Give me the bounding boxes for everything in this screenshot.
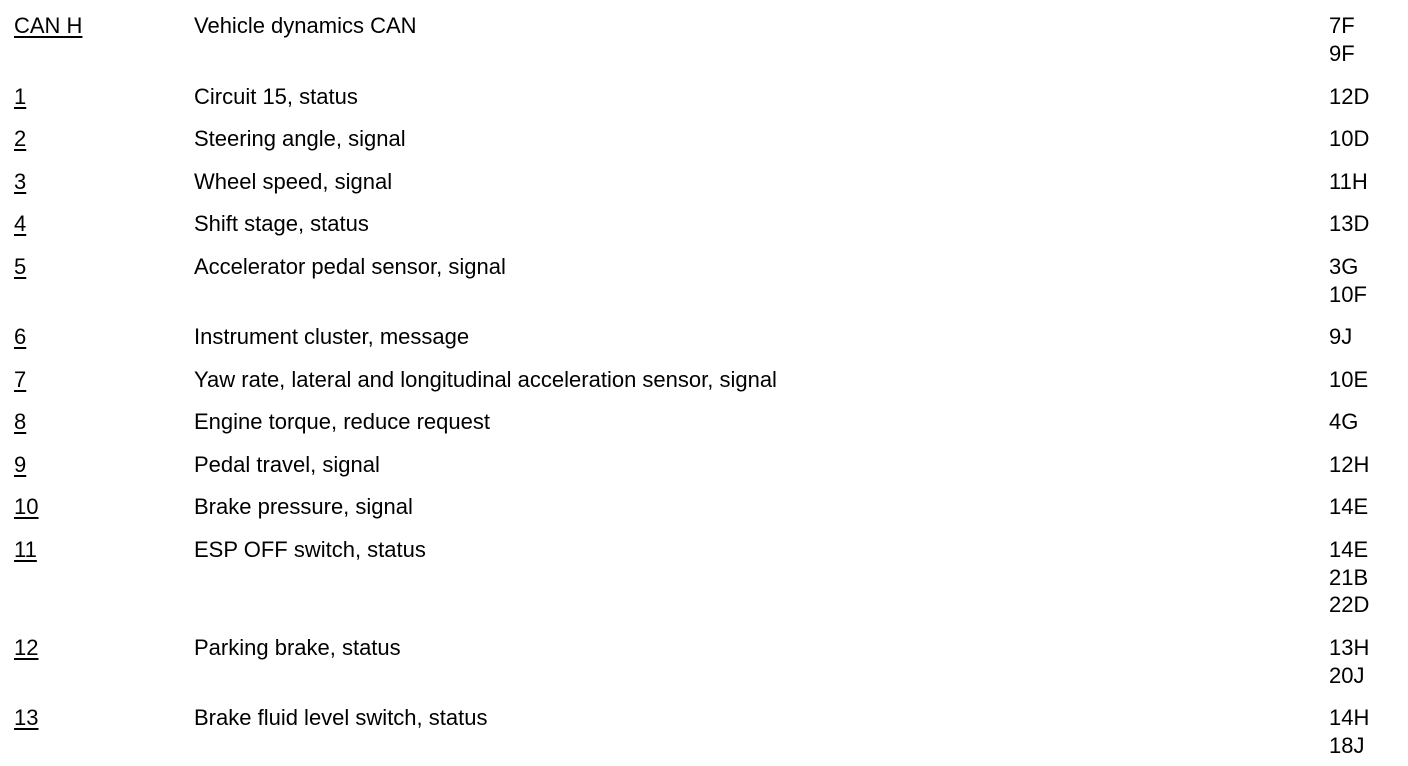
signal-code-link[interactable]: 12 <box>14 635 39 660</box>
grid-reference: 12H <box>1329 452 1370 477</box>
grid-reference-list <box>1329 704 1399 759</box>
grid-reference-list <box>1329 125 1399 153</box>
signal-description: Brake pressure, signal <box>194 494 413 519</box>
grid-reference: 4G <box>1329 409 1359 434</box>
signal-code-link[interactable]: 11 <box>14 537 37 562</box>
signal-description: Vehicle dynamics CAN <box>194 13 417 38</box>
grid-reference: 14E <box>1329 494 1369 519</box>
grid-reference-list <box>1329 253 1399 308</box>
grid-reference-list <box>1329 366 1399 394</box>
signal-description: Shift stage, status <box>194 211 369 236</box>
grid-reference: 10E <box>1329 367 1369 392</box>
grid-reference: 13D <box>1329 211 1370 236</box>
grid-reference: 9J <box>1329 324 1353 349</box>
grid-reference-list <box>1329 210 1399 238</box>
grid-reference-list <box>1329 536 1399 619</box>
signal-description: Engine torque, reduce request <box>194 409 490 434</box>
grid-reference: 11H <box>1329 169 1368 194</box>
grid-reference: 10F <box>1329 281 1367 307</box>
grid-reference: 18J <box>1329 732 1365 758</box>
grid-reference-list <box>1329 493 1399 521</box>
grid-reference: 14E <box>1329 537 1369 562</box>
signal-description: Instrument cluster, message <box>194 324 470 349</box>
signal-description: Yaw rate, lateral and longitudinal acceleration sensor, signal <box>194 367 777 392</box>
grid-reference: 9F <box>1329 40 1355 66</box>
signal-description: Steering angle, signal <box>194 126 406 151</box>
grid-reference-list <box>1329 451 1399 479</box>
signal-code-link[interactable]: 8 <box>14 409 27 434</box>
grid-reference: 13H <box>1329 635 1370 660</box>
signal-code-link[interactable]: 13 <box>14 705 39 730</box>
grid-reference: 3G <box>1329 254 1359 279</box>
grid-reference: 22D <box>1329 592 1370 617</box>
signal-code-link[interactable]: 3 <box>14 169 27 194</box>
signal-code-link[interactable]: 2 <box>14 126 27 151</box>
grid-reference-list <box>1329 12 1399 67</box>
signal-description: Accelerator pedal sensor, signal <box>194 254 506 279</box>
signal-description: Wheel speed, signal <box>194 169 393 194</box>
signal-code-link[interactable]: 6 <box>14 324 27 349</box>
grid-reference-list <box>1329 323 1399 351</box>
signal-description: ESP OFF switch, status <box>194 537 426 562</box>
signal-code-link[interactable]: CAN H <box>14 13 83 38</box>
signal-code-link[interactable]: 1 <box>14 84 27 109</box>
grid-reference: 7F <box>1329 13 1355 38</box>
grid-reference: 21B <box>1329 564 1369 590</box>
signal-description: Circuit 15, status <box>194 84 358 109</box>
signal-description: Brake fluid level switch, status <box>194 705 488 730</box>
grid-reference: 10D <box>1329 126 1370 151</box>
signal-code-link[interactable]: 7 <box>14 367 27 392</box>
signal-code-link[interactable]: 10 <box>14 494 39 519</box>
signal-description: Pedal travel, signal <box>194 452 380 477</box>
grid-reference: 20J <box>1329 662 1365 688</box>
grid-reference: 14H <box>1329 705 1370 730</box>
grid-reference: 12D <box>1329 84 1370 109</box>
grid-reference-list <box>1329 83 1399 111</box>
grid-reference-list <box>1329 634 1399 689</box>
signal-code-link[interactable]: 9 <box>14 452 27 477</box>
signal-code-link[interactable]: 5 <box>14 254 27 279</box>
grid-reference-list <box>1329 168 1399 196</box>
grid-reference-list <box>1329 408 1399 436</box>
signal-code-link[interactable]: 4 <box>14 211 27 236</box>
signal-description: Parking brake, status <box>194 635 401 660</box>
